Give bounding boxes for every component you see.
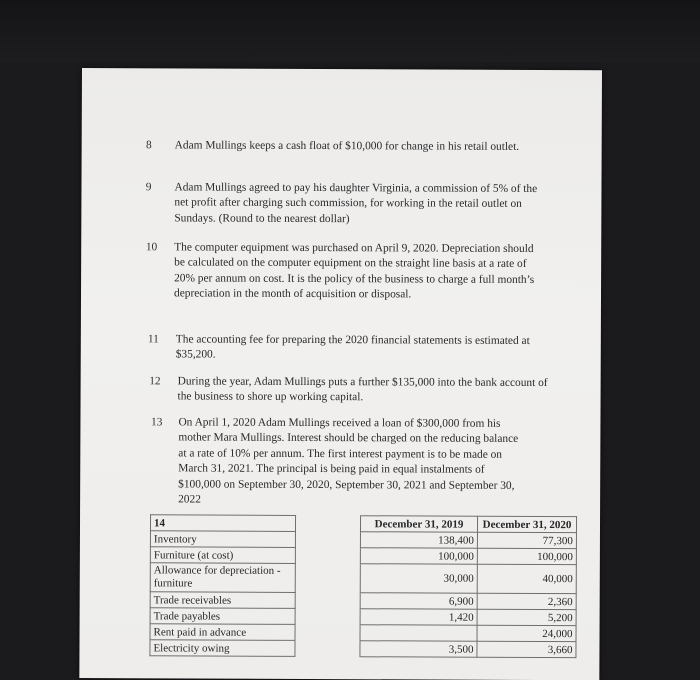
list-item — [82, 180, 602, 225]
table-row — [150, 624, 576, 642]
table-header-row — [150, 515, 576, 533]
item-text: The computer equipment was purchased on April 9, 2020. Depreciation should be calculated on the computer equipment on the straight line basis at a rate of 20% per annum on cost. It is the policy of the business to charge a full month’s depreciation in the month of acquisition or disposal. — [173, 241, 535, 301]
document-page — [79, 68, 602, 680]
list-item — [82, 138, 602, 153]
item-number: 13 — [151, 416, 163, 429]
list-item — [81, 374, 601, 404]
col-header-2019: December 31, 2019 — [360, 516, 477, 533]
col-header-2020: December 31, 2020 — [477, 516, 576, 532]
row-label: Furniture (at cost) — [150, 547, 295, 564]
row-label: Trade receivables — [150, 592, 295, 609]
cell-2019 — [360, 625, 477, 642]
table-item-number: 14 — [150, 515, 295, 532]
item-text: Adam Mullings keeps a cash float of $10,000 for change in his retail outlet. — [174, 139, 520, 153]
cell-2019: 1,420 — [360, 609, 477, 626]
item-text: Adam Mullings agreed to pay his daughter Virginia, a commission of 5% of the net profit after charging such commission, for working in the retail outlet on Sundays. (Round to the nearest dollar) — [174, 181, 538, 225]
cell-2020: 24,000 — [477, 625, 576, 641]
cell-2020: 2,360 — [477, 593, 576, 609]
cell-2020: 40,000 — [477, 564, 576, 593]
cell-2019: 100,000 — [360, 548, 477, 565]
cell-2020: 3,660 — [477, 641, 576, 657]
table-row — [150, 531, 576, 549]
item-number: 8 — [145, 139, 152, 152]
cell-2019: 138,400 — [360, 532, 477, 549]
item-text: During the year, Adam Mullings puts a further $135,000 into the bank account of the business to shore up working capital. — [177, 375, 548, 404]
cell-2019: 30,000 — [360, 564, 477, 594]
table-row — [150, 592, 576, 610]
item-number: 9 — [145, 181, 152, 194]
row-label: Inventory — [150, 531, 295, 548]
item-text: On April 1, 2020 Adam Mullings received a loan of $300,000 from his mother Mara Mullings. Interest should be charged on the reducing balance at a rate of 10% per annum. The first interest payment is to be made on March 31, 2021. The principal is being paid in equal instalments of $100,000 on September 30, 2020, September 30, 2021 and September 30, 2022 — [178, 416, 519, 506]
cell-2019: 3,500 — [360, 641, 477, 658]
list-item — [81, 240, 601, 301]
cell-2020: 77,300 — [477, 532, 576, 548]
row-label: Rent paid in advance — [150, 624, 295, 641]
item-number: 11 — [147, 333, 159, 346]
item-text: The accounting fee for preparing the 2020 financial statements is estimated at $35,200. — [175, 333, 530, 361]
table-row — [150, 563, 576, 594]
table-row — [150, 640, 576, 658]
table-row — [150, 608, 576, 626]
cell-2020: 5,200 — [477, 609, 576, 625]
item-number: 12 — [149, 375, 161, 388]
table-row — [150, 547, 576, 565]
row-label: Allowance for depreciation - furniture — [150, 563, 295, 593]
row-label: Trade payables — [150, 608, 295, 625]
item-number: 10 — [145, 241, 158, 254]
list-item — [80, 415, 600, 506]
cell-2020: 100,000 — [477, 548, 576, 564]
row-label: Electricity owing — [150, 640, 295, 657]
cell-2019: 6,900 — [360, 593, 477, 610]
balances-table — [149, 514, 577, 658]
screen-top-band — [0, 0, 700, 62]
list-item — [81, 332, 601, 361]
